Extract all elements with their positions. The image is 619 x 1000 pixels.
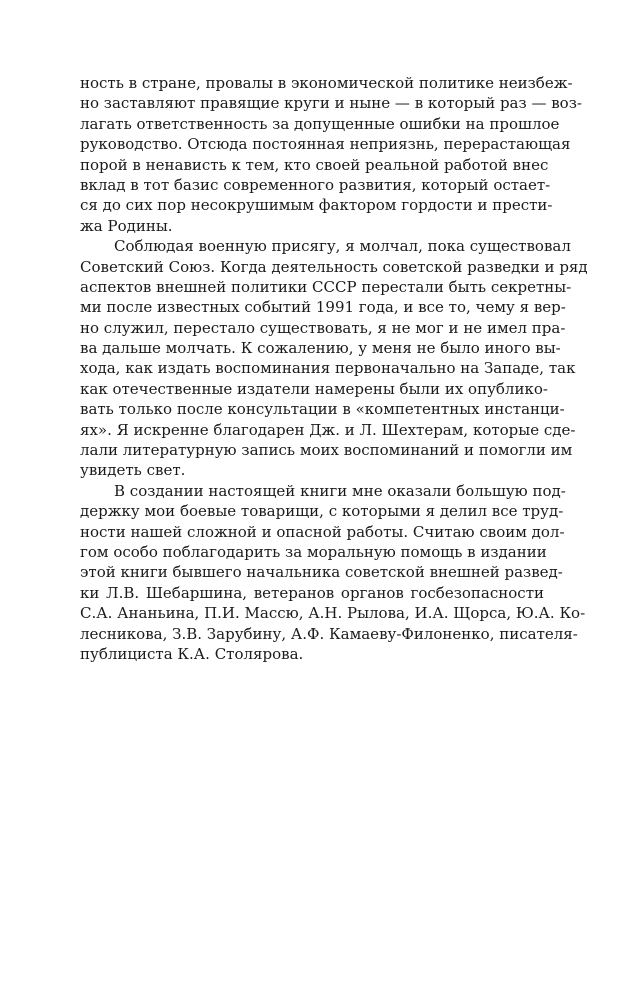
text-line: вать только после консультации в «компетентных инстанци- — [80, 400, 565, 419]
paragraph-3 — [80, 481, 586, 665]
body-text — [80, 73, 588, 664]
text-line: ми после известных событий 1991 года, и все то, чему я вер- — [80, 298, 566, 317]
text-line: вклад в тот базис современного развития, который остает- — [80, 175, 551, 194]
text-line: держку мои боевые товарищи, с которыми я делил все труд- — [80, 502, 564, 521]
text-line: ва дальше молчать. К сожалению, у меня не было иного вы- — [80, 339, 561, 358]
text-line: но заставляют правящие круги и ныне — в который раз — воз- — [80, 94, 582, 113]
text-line: порой в ненависть к тем, кто своей реальной работой внес — [80, 155, 549, 174]
text-line: ки Л.В. Шебаршина, ветеранов органов госбезопасности — [80, 583, 544, 602]
text-line: жа Родины. — [80, 216, 173, 235]
text-line: ях». Я искренне благодарен Дж. и Л. Шехтерам, которые сде- — [80, 420, 576, 439]
text-line: С.А. Ананьина, П.И. Массю, А.Н. Рылова, И.А. Щорса, Ю.А. Ко- — [80, 604, 586, 623]
text-line: хода, как издать воспоминания первоначально на Западе, так — [80, 359, 576, 378]
text-line: ность в стране, провалы в экономической политике неизбеж- — [80, 74, 573, 92]
paragraph-2 — [80, 236, 588, 481]
text-line: ности нашей сложной и опасной работы. Считаю своим дол- — [80, 522, 565, 541]
text-line: лагать ответственность за допущенные ошибки на прошлое — [80, 114, 560, 133]
text-line: этой книги бывшего начальника советской внешней развед- — [80, 563, 563, 582]
text-line: руководство. Отсюда постоянная неприязнь, перерастающая — [80, 135, 571, 154]
text-line: аспектов внешней политики СССР перестали быть секретны- — [80, 277, 572, 296]
text-line: лесникова, З.В. Зарубину, А.Ф. Камаеву-Филоненко, писателя- — [80, 624, 578, 643]
text-line: как отечественные издатели намерены были их опублико- — [80, 379, 548, 398]
text-line: Соблюдая военную присягу, я молчал, пока существовал — [114, 237, 571, 256]
text-line: но служил, перестало существовать, я не мог и не имел пра- — [80, 318, 566, 337]
text-line: лали литературную запись моих воспоминаний и помогли им — [80, 441, 573, 460]
text-line: ся до сих пор несокрушимым фактором гордости и прести- — [80, 196, 553, 215]
text-line: публициста К.А. Столярова. — [80, 644, 304, 663]
paragraph-1 — [80, 73, 582, 236]
text-line: Советский Союз. Когда деятельность советской разведки и ряд — [80, 257, 588, 276]
text-line: увидеть свет. — [80, 461, 186, 480]
text-line: В создании настоящей книги мне оказали большую под- — [114, 481, 566, 500]
text-line: гом особо поблагодарить за моральную помощь в издании — [80, 542, 547, 561]
